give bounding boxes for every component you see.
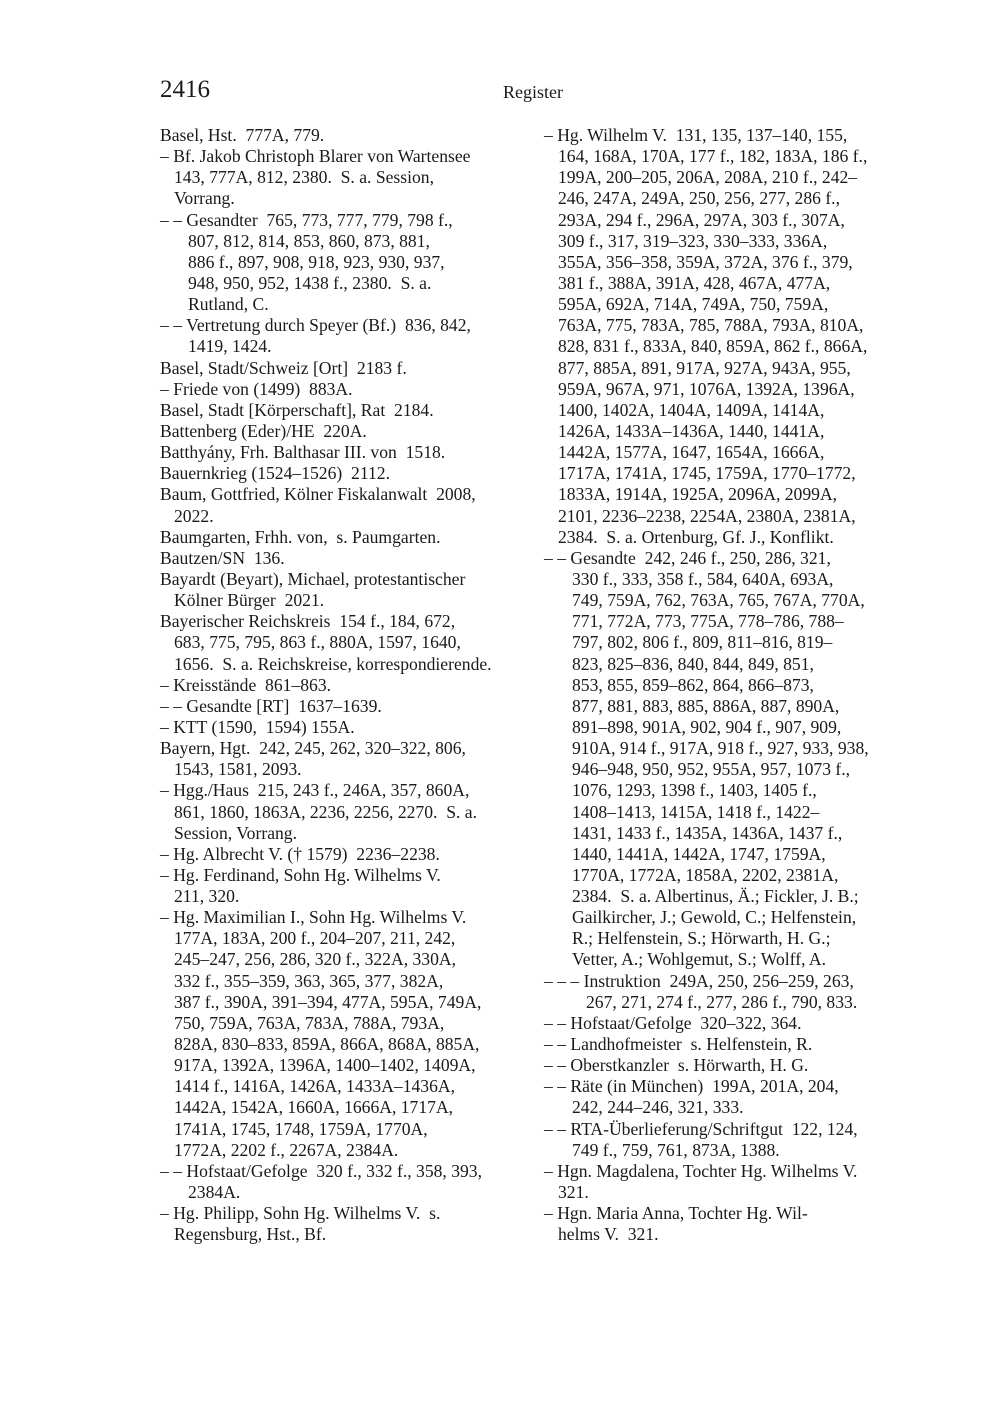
index-entry-line: 211, 320. <box>174 886 240 907</box>
index-entry-line: 2101, 2236–2238, 2254A, 2380A, 2381A, <box>558 505 856 526</box>
index-entry-line: 242, 244–246, 321, 333. <box>572 1097 744 1118</box>
index-entry-line: 355A, 356–358, 359A, 372A, 376 f., 379, <box>558 251 853 272</box>
index-entry-line: 309 f., 317, 319–323, 330–333, 336A, <box>558 230 828 251</box>
index-entry-line: – Hg. Philipp, Sohn Hg. Wilhelms V. s. <box>160 1203 441 1224</box>
index-entry-line: – – Hofstaat/Gefolge 320 f., 332 f., 358, 393, <box>160 1160 483 1181</box>
index-entry-line: 595A, 692A, 714A, 749A, 750, 759A, <box>558 294 829 315</box>
index-entry-line: helms V. 321. <box>558 1224 659 1245</box>
index-entry-line: 1770A, 1772A, 1858A, 2202, 2381A, <box>572 864 839 885</box>
index-entry-line: Regensburg, Hst., Bf. <box>174 1224 327 1245</box>
index-entry-line: Vorrang. <box>174 188 235 209</box>
index-entry-line: Basel, Stadt [Körperschaft], Rat 2184. <box>160 399 434 420</box>
index-entry-line: – – Vertretung durch Speyer (Bf.) 836, 842, <box>160 315 471 336</box>
index-entry-line: – – – Instruktion 249A, 250, 256–259, 263, <box>544 970 854 991</box>
index-entry-line: Vetter, A.; Wohlgemut, S.; Wolff, A. <box>572 949 827 970</box>
index-entry-line: 749, 759A, 762, 763A, 765, 767A, 770A, <box>572 590 865 611</box>
index-entry-line: Baumgarten, Frhh. von, s. Paumgarten. <box>160 526 441 547</box>
index-entry-line: 1833A, 1914A, 1925A, 2096A, 2099A, <box>558 484 838 505</box>
index-entry-line: Bauernkrieg (1524–1526) 2112. <box>160 463 390 484</box>
index-entry-line: Battenberg (Eder)/HE 220A. <box>160 420 367 441</box>
index-entry-line: 2384. S. a. Albertinus, Ä.; Fickler, J. B.; <box>572 886 859 907</box>
index-entry-line: 177A, 183A, 200 f., 204–207, 211, 242, <box>174 928 456 949</box>
index-entry-line: 1717A, 1741A, 1745, 1759A, 1770–1772, <box>558 463 856 484</box>
index-entry-line: 1442A, 1542A, 1660A, 1666A, 1717A, <box>174 1097 454 1118</box>
index-entry-line: R.; Helfenstein, S.; Hörwarth, H. G.; <box>572 928 831 949</box>
index-entry-line: 886 f., 897, 908, 918, 923, 930, 937, <box>188 251 445 272</box>
index-entry-line: 1414 f., 1416A, 1426A, 1433A–1436A, <box>174 1076 456 1097</box>
index-entry-line: 797, 802, 806 f., 809, 811–816, 819– <box>572 632 833 653</box>
index-entry-line: – – Gesandte 242, 246 f., 250, 286, 321, <box>544 547 831 568</box>
index-entry-line: 891–898, 901A, 902, 904 f., 907, 909, <box>572 716 842 737</box>
index-entry-line: 1431, 1433 f., 1435A, 1436A, 1437 f., <box>572 822 843 843</box>
index-entry-line: 2384A. <box>188 1182 241 1203</box>
index-entry-line: Bayardt (Beyart), Michael, protestantischer <box>160 568 466 589</box>
index-entry-line: 332 f., 355–359, 363, 365, 377, 382A, <box>174 970 444 991</box>
index-entry-line: 381 f., 388A, 391A, 428, 467A, 477A, <box>558 272 831 293</box>
index-entry-line: Bautzen/SN 136. <box>160 547 285 568</box>
index-entry-line: 293A, 294 f., 296A, 297A, 303 f., 307A, <box>558 209 845 230</box>
index-entry-line: Rutland, C. <box>188 294 269 315</box>
index-entry-line: 683, 775, 795, 863 f., 880A, 1597, 1640, <box>174 632 461 653</box>
index-entry-line: – – Gesandte [RT] 1637–1639. <box>160 695 382 716</box>
index-entry-line: Bayerischer Reichskreis 154 f., 184, 672, <box>160 611 456 632</box>
index-entry-line: 749 f., 759, 761, 873A, 1388. <box>572 1139 780 1160</box>
index-entry-line: 910A, 914 f., 917A, 918 f., 927, 933, 938, <box>572 738 869 759</box>
index-entry-line: Baum, Gottfried, Kölner Fiskalanwalt 2008, <box>160 484 476 505</box>
index-entry-line: 877, 881, 883, 885, 886A, 887, 890A, <box>572 695 840 716</box>
index-entry-line: 1426A, 1433A–1436A, 1440, 1441A, <box>558 420 825 441</box>
index-entry-line: 807, 812, 814, 853, 860, 873, 881, <box>188 230 430 251</box>
index-entry-line: 861, 1860, 1863A, 2236, 2256, 2270. S. a. <box>174 801 478 822</box>
index-entry-line: Session, Vorrang. <box>174 822 298 843</box>
index-entry-line: 750, 759A, 763A, 783A, 788A, 793A, <box>174 1012 445 1033</box>
index-entry-line: 1440, 1441A, 1442A, 1747, 1759A, <box>572 843 826 864</box>
index-entry-line: – KTT (1590, 1594) 155A. <box>160 716 355 737</box>
index-entry-line: Basel, Stadt/Schweiz [Ort] 2183 f. <box>160 357 407 378</box>
index-entry-line: – – Oberstkanzler s. Hörwarth, H. G. <box>544 1055 809 1076</box>
index-entry-line: – – Hofstaat/Gefolge 320–322, 364. <box>544 1012 802 1033</box>
index-entry-line: – Bf. Jakob Christoph Blarer von Wartensee <box>160 146 471 167</box>
index-entry-line: 330 f., 333, 358 f., 584, 640A, 693A, <box>572 568 834 589</box>
index-entry-line: – – Gesandter 765, 773, 777, 779, 798 f., <box>160 209 453 230</box>
index-entry-line: – Hg. Wilhelm V. 131, 135, 137–140, 155, <box>544 125 848 145</box>
index-entry-line: 267, 271, 274 f., 277, 286 f., 790, 833. <box>586 991 858 1012</box>
index-entry-line: 828, 831 f., 833A, 840, 859A, 862 f., 866A, <box>558 336 868 357</box>
index-entry-line: 1741A, 1745, 1748, 1759A, 1770A, <box>174 1118 428 1139</box>
index-entry-line: 387 f., 390A, 391–394, 477A, 595A, 749A, <box>174 991 482 1012</box>
index-entry-line: – Hg. Maximilian I., Sohn Hg. Wilhelms V. <box>160 907 467 928</box>
index-entry-line: – Hg. Albrecht V. († 1579) 2236–2238. <box>160 843 440 864</box>
index-entry-line: 763A, 775, 783A, 785, 788A, 793A, 810A, <box>558 315 864 336</box>
index-entry-line: – Hgn. Magdalena, Tochter Hg. Wilhelms V. <box>544 1160 858 1181</box>
index-entry-line: 1419, 1424. <box>188 336 272 357</box>
index-entry-line: 1656. S. a. Reichskreise, korrespondierende. <box>174 653 492 674</box>
index-entry-line: 199A, 200–205, 206A, 208A, 210 f., 242– <box>558 167 858 188</box>
index-entry-line: 1408–1413, 1415A, 1418 f., 1422– <box>572 801 820 822</box>
index-entry-line: 823, 825–836, 840, 844, 849, 851, <box>572 653 814 674</box>
index-entry-line: – Hgg./Haus 215, 243 f., 246A, 357, 860A, <box>160 780 470 801</box>
index-entry-line: Gailkircher, J.; Gewold, C.; Helfenstein, <box>572 907 857 928</box>
index-entry-line: 853, 855, 859–862, 864, 866–873, <box>572 674 814 695</box>
index-column-left <box>160 125 540 1245</box>
index-entry-line: – Hgn. Maria Anna, Tochter Hg. Wil- <box>544 1203 808 1224</box>
index-entry-line: Batthyány, Frh. Balthasar III. von 1518. <box>160 442 446 463</box>
index-entry-line: 1400, 1402A, 1404A, 1409A, 1414A, <box>558 399 825 420</box>
index-entry-line: 917A, 1392A, 1396A, 1400–1402, 1409A, <box>174 1055 476 1076</box>
index-entry-line: 959A, 967A, 971, 1076A, 1392A, 1396A, <box>558 378 855 399</box>
index-entry-line: – – Räte (in München) 199A, 201A, 204, <box>544 1076 839 1097</box>
page-number: 2416 <box>160 76 210 103</box>
index-entry-line: 321. <box>558 1182 589 1203</box>
index-entry-line: 245–247, 256, 286, 320 f., 322A, 330A, <box>174 949 456 970</box>
index-entry-line: 877, 885A, 891, 917A, 927A, 943A, 955, <box>558 357 851 378</box>
index-entry-line: 1442A, 1577A, 1647, 1654A, 1666A, <box>558 442 825 463</box>
index-entry-line: 948, 950, 952, 1438 f., 2380. S. a. <box>188 272 432 293</box>
index-entry-line: – – RTA-Überlieferung/Schriftgut 122, 124, <box>544 1118 858 1139</box>
index-entry-line: 828A, 830–833, 859A, 866A, 868A, 885A, <box>174 1034 480 1055</box>
index-entry-line: – Friede von (1499) 883A. <box>160 378 353 399</box>
index-entry-line: 246, 247A, 249A, 250, 256, 277, 286 f., <box>558 188 840 209</box>
index-entry-line: Kölner Bürger 2021. <box>174 590 325 611</box>
index-entry-line: 771, 772A, 773, 775A, 778–786, 788– <box>572 611 844 632</box>
index-entry-line: 2022. <box>174 505 214 526</box>
index-entry-line: Bayern, Hgt. 242, 245, 262, 320–322, 806, <box>160 738 466 759</box>
running-head: Register <box>503 82 563 102</box>
index-column-right <box>544 125 924 1245</box>
index-entry-line: – Kreisstände 861–863. <box>160 674 332 695</box>
index-entry-line: 1772A, 2202 f., 2267A, 2384A. <box>174 1139 399 1160</box>
index-entry-line: 1543, 1581, 2093. <box>174 759 302 780</box>
index-entry-line: 164, 168A, 170A, 177 f., 182, 183A, 186 f., <box>558 146 868 167</box>
index-entry-line: – – Landhofmeister s. Helfenstein, R. <box>544 1034 813 1055</box>
index-entry-line: – Hg. Ferdinand, Sohn Hg. Wilhelms V. <box>160 864 441 885</box>
index-entry-line: 143, 777A, 812, 2380. S. a. Session, <box>174 167 435 188</box>
index-entry-line: 1076, 1293, 1398 f., 1403, 1405 f., <box>572 780 817 801</box>
index-entry-line: 2384. S. a. Ortenburg, Gf. J., Konflikt. <box>558 526 834 547</box>
index-entry-line: Basel, Hst. 777A, 779. <box>160 125 325 145</box>
index-entry-line: 946–948, 950, 952, 955A, 957, 1073 f., <box>572 759 851 780</box>
